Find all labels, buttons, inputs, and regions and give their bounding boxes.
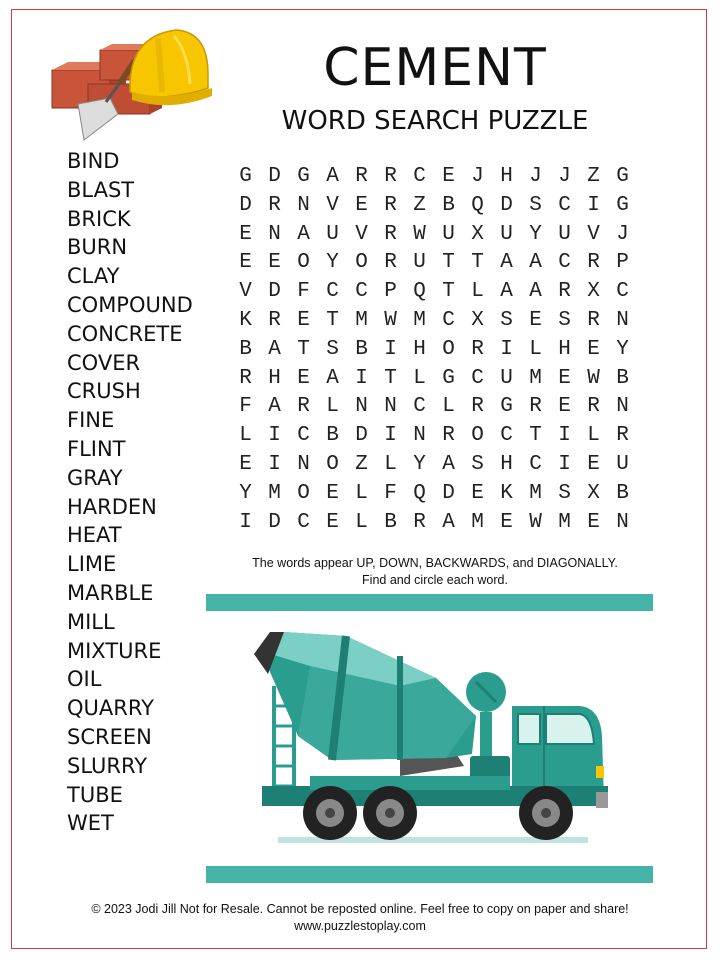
grid-letter: R [587, 395, 600, 419]
grid-letter: A [326, 366, 339, 390]
grid-letter: H [500, 452, 513, 476]
grid-letter: U [442, 222, 455, 246]
grid-letter: R [413, 510, 426, 534]
grid-letter: A [326, 165, 339, 188]
grid-letter: R [471, 337, 484, 361]
grid-letter: E [587, 337, 600, 361]
grid-letter: Y [529, 222, 542, 246]
grid-letter: J [471, 165, 484, 188]
grid-letter: E [471, 481, 484, 505]
grid-letter: H [413, 337, 426, 361]
grid-letter: S [529, 193, 542, 217]
grid-letter: A [500, 280, 513, 304]
grid-letter: I [384, 337, 397, 361]
grid-letter: B [239, 337, 252, 361]
grid-letter: E [239, 251, 252, 275]
grid-letter: N [355, 395, 368, 419]
grid-letter: A [268, 395, 281, 419]
grid-letter: G [500, 395, 513, 419]
grid-letter: D [355, 424, 368, 448]
grid-letter: G [442, 366, 455, 390]
grid-letter: G [616, 165, 629, 188]
grid-letter: N [616, 510, 629, 534]
grid-letter: T [442, 280, 455, 304]
grid-letter: R [558, 280, 571, 304]
grid-letter: C [355, 280, 368, 304]
instructions-line: The words appear UP, DOWN, BACKWARDS, and DIAGONALLY. [252, 556, 618, 570]
grid-letter: F [239, 395, 252, 419]
grid-letter: B [326, 424, 339, 448]
grid-letter: C [442, 308, 455, 332]
copyright-text: © 2023 Jodi Jill Not for Resale. Cannot be reposted online. Feel free to copy on paper and share! [91, 902, 629, 916]
grid-letter: W [587, 366, 600, 390]
grid-letter: J [616, 222, 629, 246]
grid-letter: G [297, 165, 310, 188]
grid-letter: N [297, 193, 310, 217]
word-item: SCREEN [67, 724, 152, 749]
grid-letter: E [297, 366, 310, 390]
grid-letter: R [471, 395, 484, 419]
grid-letter: M [529, 366, 542, 390]
grid-letter: R [587, 308, 600, 332]
grid-letter: F [384, 481, 397, 505]
grid-letter: P [384, 280, 397, 304]
grid-letter: M [355, 308, 368, 332]
grid-letter: C [616, 280, 629, 304]
grid-letter: A [500, 251, 513, 275]
grid-letter: Z [413, 193, 426, 217]
grid-letter: I [558, 452, 571, 476]
grid-letter: T [442, 251, 455, 275]
grid-letter: O [355, 251, 368, 275]
grid-letter: X [587, 280, 600, 304]
grid-letter: E [297, 308, 310, 332]
grid-letter: S [326, 337, 339, 361]
grid-letter: C [558, 193, 571, 217]
grid-letter: D [500, 193, 513, 217]
grid-letter: F [297, 280, 310, 304]
grid-letter: Z [587, 165, 600, 188]
word-item: BURN [67, 235, 128, 260]
word-item: CRUSH [67, 379, 141, 404]
grid-letter: C [413, 395, 426, 419]
grid-letter: M [413, 308, 426, 332]
grid-letter: G [239, 165, 252, 188]
grid-letter: R [384, 165, 397, 188]
grid-letter: T [297, 337, 310, 361]
grid-letter: U [616, 452, 629, 476]
grid-letter: A [297, 222, 310, 246]
word-item: CONCRETE [67, 321, 183, 346]
grid-letter: V [355, 222, 368, 246]
grid-letter: U [558, 222, 571, 246]
letter-grid [231, 163, 637, 537]
grid-letter: U [326, 222, 339, 246]
word-item: GRAY [67, 465, 123, 490]
grid-letter: C [558, 251, 571, 275]
grid-letter: J [558, 165, 571, 188]
grid-letter: K [239, 308, 252, 332]
grid-letter: Q [413, 481, 426, 505]
grid-letter: E [268, 251, 281, 275]
word-item: OIL [67, 667, 102, 692]
grid-letter: A [529, 280, 542, 304]
grid-letter: I [384, 424, 397, 448]
grid-letter: U [500, 366, 513, 390]
grid-letter: E [558, 366, 571, 390]
grid-letter: R [529, 395, 542, 419]
grid-letter: H [558, 337, 571, 361]
grid-letter: I [239, 510, 252, 534]
grid-letter: C [529, 452, 542, 476]
grid-letter: E [529, 308, 542, 332]
word-item: COVER [67, 350, 141, 375]
grid-letter: S [471, 452, 484, 476]
grid-letter: P [616, 251, 629, 275]
grid-letter: O [297, 481, 310, 505]
grid-letter: A [442, 452, 455, 476]
divider-band [206, 594, 653, 611]
grid-letter: B [442, 193, 455, 217]
grid-letter: T [471, 251, 484, 275]
grid-letter: N [268, 222, 281, 246]
grid-letter: R [355, 165, 368, 188]
grid-letter: V [587, 222, 600, 246]
grid-letter: Q [413, 280, 426, 304]
grid-letter: E [239, 222, 252, 246]
grid-letter: J [529, 165, 542, 188]
grid-letter: Q [471, 193, 484, 217]
instructions [220, 555, 650, 589]
word-item: HEAT [67, 523, 122, 548]
word-item: MIXTURE [67, 638, 162, 663]
grid-letter: N [384, 395, 397, 419]
grid-letter: Z [355, 452, 368, 476]
grid-letter: A [442, 510, 455, 534]
grid-letter: E [442, 165, 455, 188]
grid-letter: X [471, 222, 484, 246]
grid-letter: V [239, 280, 252, 304]
grid-letter: L [471, 280, 484, 304]
grid-letter: I [268, 452, 281, 476]
grid-letter: V [326, 193, 339, 217]
grid-letter: T [326, 308, 339, 332]
page-subtitle: WORD SEARCH PUZZLE [281, 106, 589, 136]
grid-letter: R [616, 424, 629, 448]
grid-letter: L [442, 395, 455, 419]
grid-letter: M [268, 481, 281, 505]
grid-letter: B [616, 366, 629, 390]
grid-letter: C [326, 280, 339, 304]
divider-band [206, 866, 653, 883]
grid-letter: R [587, 251, 600, 275]
grid-letter: H [268, 366, 281, 390]
wheel-icon [363, 786, 417, 840]
grid-letter: S [558, 308, 571, 332]
grid-letter: B [616, 481, 629, 505]
word-list [67, 147, 193, 838]
grid-letter: R [268, 193, 281, 217]
grid-letter: E [500, 510, 513, 534]
grid-letter: C [413, 165, 426, 188]
grid-letter: N [297, 452, 310, 476]
grid-letter: R [442, 424, 455, 448]
grid-letter: B [355, 337, 368, 361]
grid-letter: W [529, 510, 542, 534]
word-item: BRICK [67, 206, 131, 231]
grid-letter: L [587, 424, 600, 448]
grid-letter: R [239, 366, 252, 390]
grid-letter: W [413, 222, 426, 246]
grid-letter: A [268, 337, 281, 361]
grid-letter: X [471, 308, 484, 332]
grid-letter: I [558, 424, 571, 448]
grid-letter: N [413, 424, 426, 448]
grid-letter: I [587, 193, 600, 217]
grid-letter: D [268, 165, 281, 188]
grid-letter: U [413, 251, 426, 275]
wheel-icon [519, 786, 573, 840]
grid-letter: L [529, 337, 542, 361]
grid-letter: Y [616, 337, 629, 361]
word-item: LIME [67, 552, 117, 577]
grid-letter: L [355, 510, 368, 534]
grid-letter: L [326, 395, 339, 419]
grid-letter: B [384, 510, 397, 534]
word-item: FINE [67, 408, 115, 433]
grid-letter: L [413, 366, 426, 390]
grid-letter: E [587, 452, 600, 476]
word-item: BIND [67, 149, 120, 173]
word-item: QUARRY [67, 696, 154, 721]
grid-letter: M [529, 481, 542, 505]
word-item: WET [67, 811, 114, 836]
grid-letter: E [558, 395, 571, 419]
grid-letter: D [268, 280, 281, 304]
cement-mixer-truck-icon [250, 626, 610, 851]
grid-letter: M [471, 510, 484, 534]
grid-letter: D [239, 193, 252, 217]
wheel-icon [303, 786, 357, 840]
grid-letter: O [471, 424, 484, 448]
grid-letter: C [471, 366, 484, 390]
grid-letter: R [297, 395, 310, 419]
grid-letter: X [587, 481, 600, 505]
word-item: MARBLE [67, 580, 154, 605]
grid-letter: D [268, 510, 281, 534]
grid-letter: R [384, 251, 397, 275]
grid-letter: S [558, 481, 571, 505]
word-item: SLURRY [67, 753, 148, 778]
word-item: FLINT [67, 436, 126, 461]
grid-letter: D [442, 481, 455, 505]
grid-letter: A [529, 251, 542, 275]
grid-letter: L [355, 481, 368, 505]
grid-letter: E [355, 193, 368, 217]
grid-letter: E [326, 510, 339, 534]
grid-letter: N [616, 395, 629, 419]
grid-letter: K [500, 481, 513, 505]
page-title: CEMENT [323, 38, 547, 98]
word-item: COMPOUND [67, 292, 193, 317]
grid-letter: Y [413, 452, 426, 476]
grid-letter: E [587, 510, 600, 534]
grid-letter: O [442, 337, 455, 361]
grid-letter: G [616, 193, 629, 217]
footer [20, 901, 700, 935]
grid-letter: W [384, 308, 397, 332]
word-item: HARDEN [67, 494, 157, 519]
grid-letter: R [268, 308, 281, 332]
grid-letter: L [384, 452, 397, 476]
grid-letter: C [500, 424, 513, 448]
grid-letter: Y [326, 251, 339, 275]
grid-letter: C [297, 424, 310, 448]
grid-letter: L [239, 424, 252, 448]
grid-letter: C [297, 510, 310, 534]
grid-letter: I [268, 424, 281, 448]
instructions-line: Find and circle each word. [362, 573, 508, 587]
word-item: MILL [67, 609, 115, 634]
grid-letter: O [297, 251, 310, 275]
grid-letter: O [326, 452, 339, 476]
grid-letter: I [500, 337, 513, 361]
bricks-trowel-hardhat-icon [48, 22, 213, 147]
grid-letter: R [384, 193, 397, 217]
grid-letter: N [616, 308, 629, 332]
grid-letter: T [529, 424, 542, 448]
grid-letter: E [239, 452, 252, 476]
word-item: TUBE [67, 782, 123, 807]
word-item: BLAST [67, 177, 135, 202]
grid-letter: Y [239, 481, 252, 505]
grid-letter: H [500, 165, 513, 188]
website-text: www.puzzlestoplay.com [294, 919, 426, 933]
grid-letter: T [384, 366, 397, 390]
grid-letter: U [500, 222, 513, 246]
grid-letter: R [384, 222, 397, 246]
grid-letter: M [558, 510, 571, 534]
grid-letter: I [355, 366, 368, 390]
word-item: CLAY [67, 264, 120, 289]
grid-letter: S [500, 308, 513, 332]
grid-letter: E [326, 481, 339, 505]
